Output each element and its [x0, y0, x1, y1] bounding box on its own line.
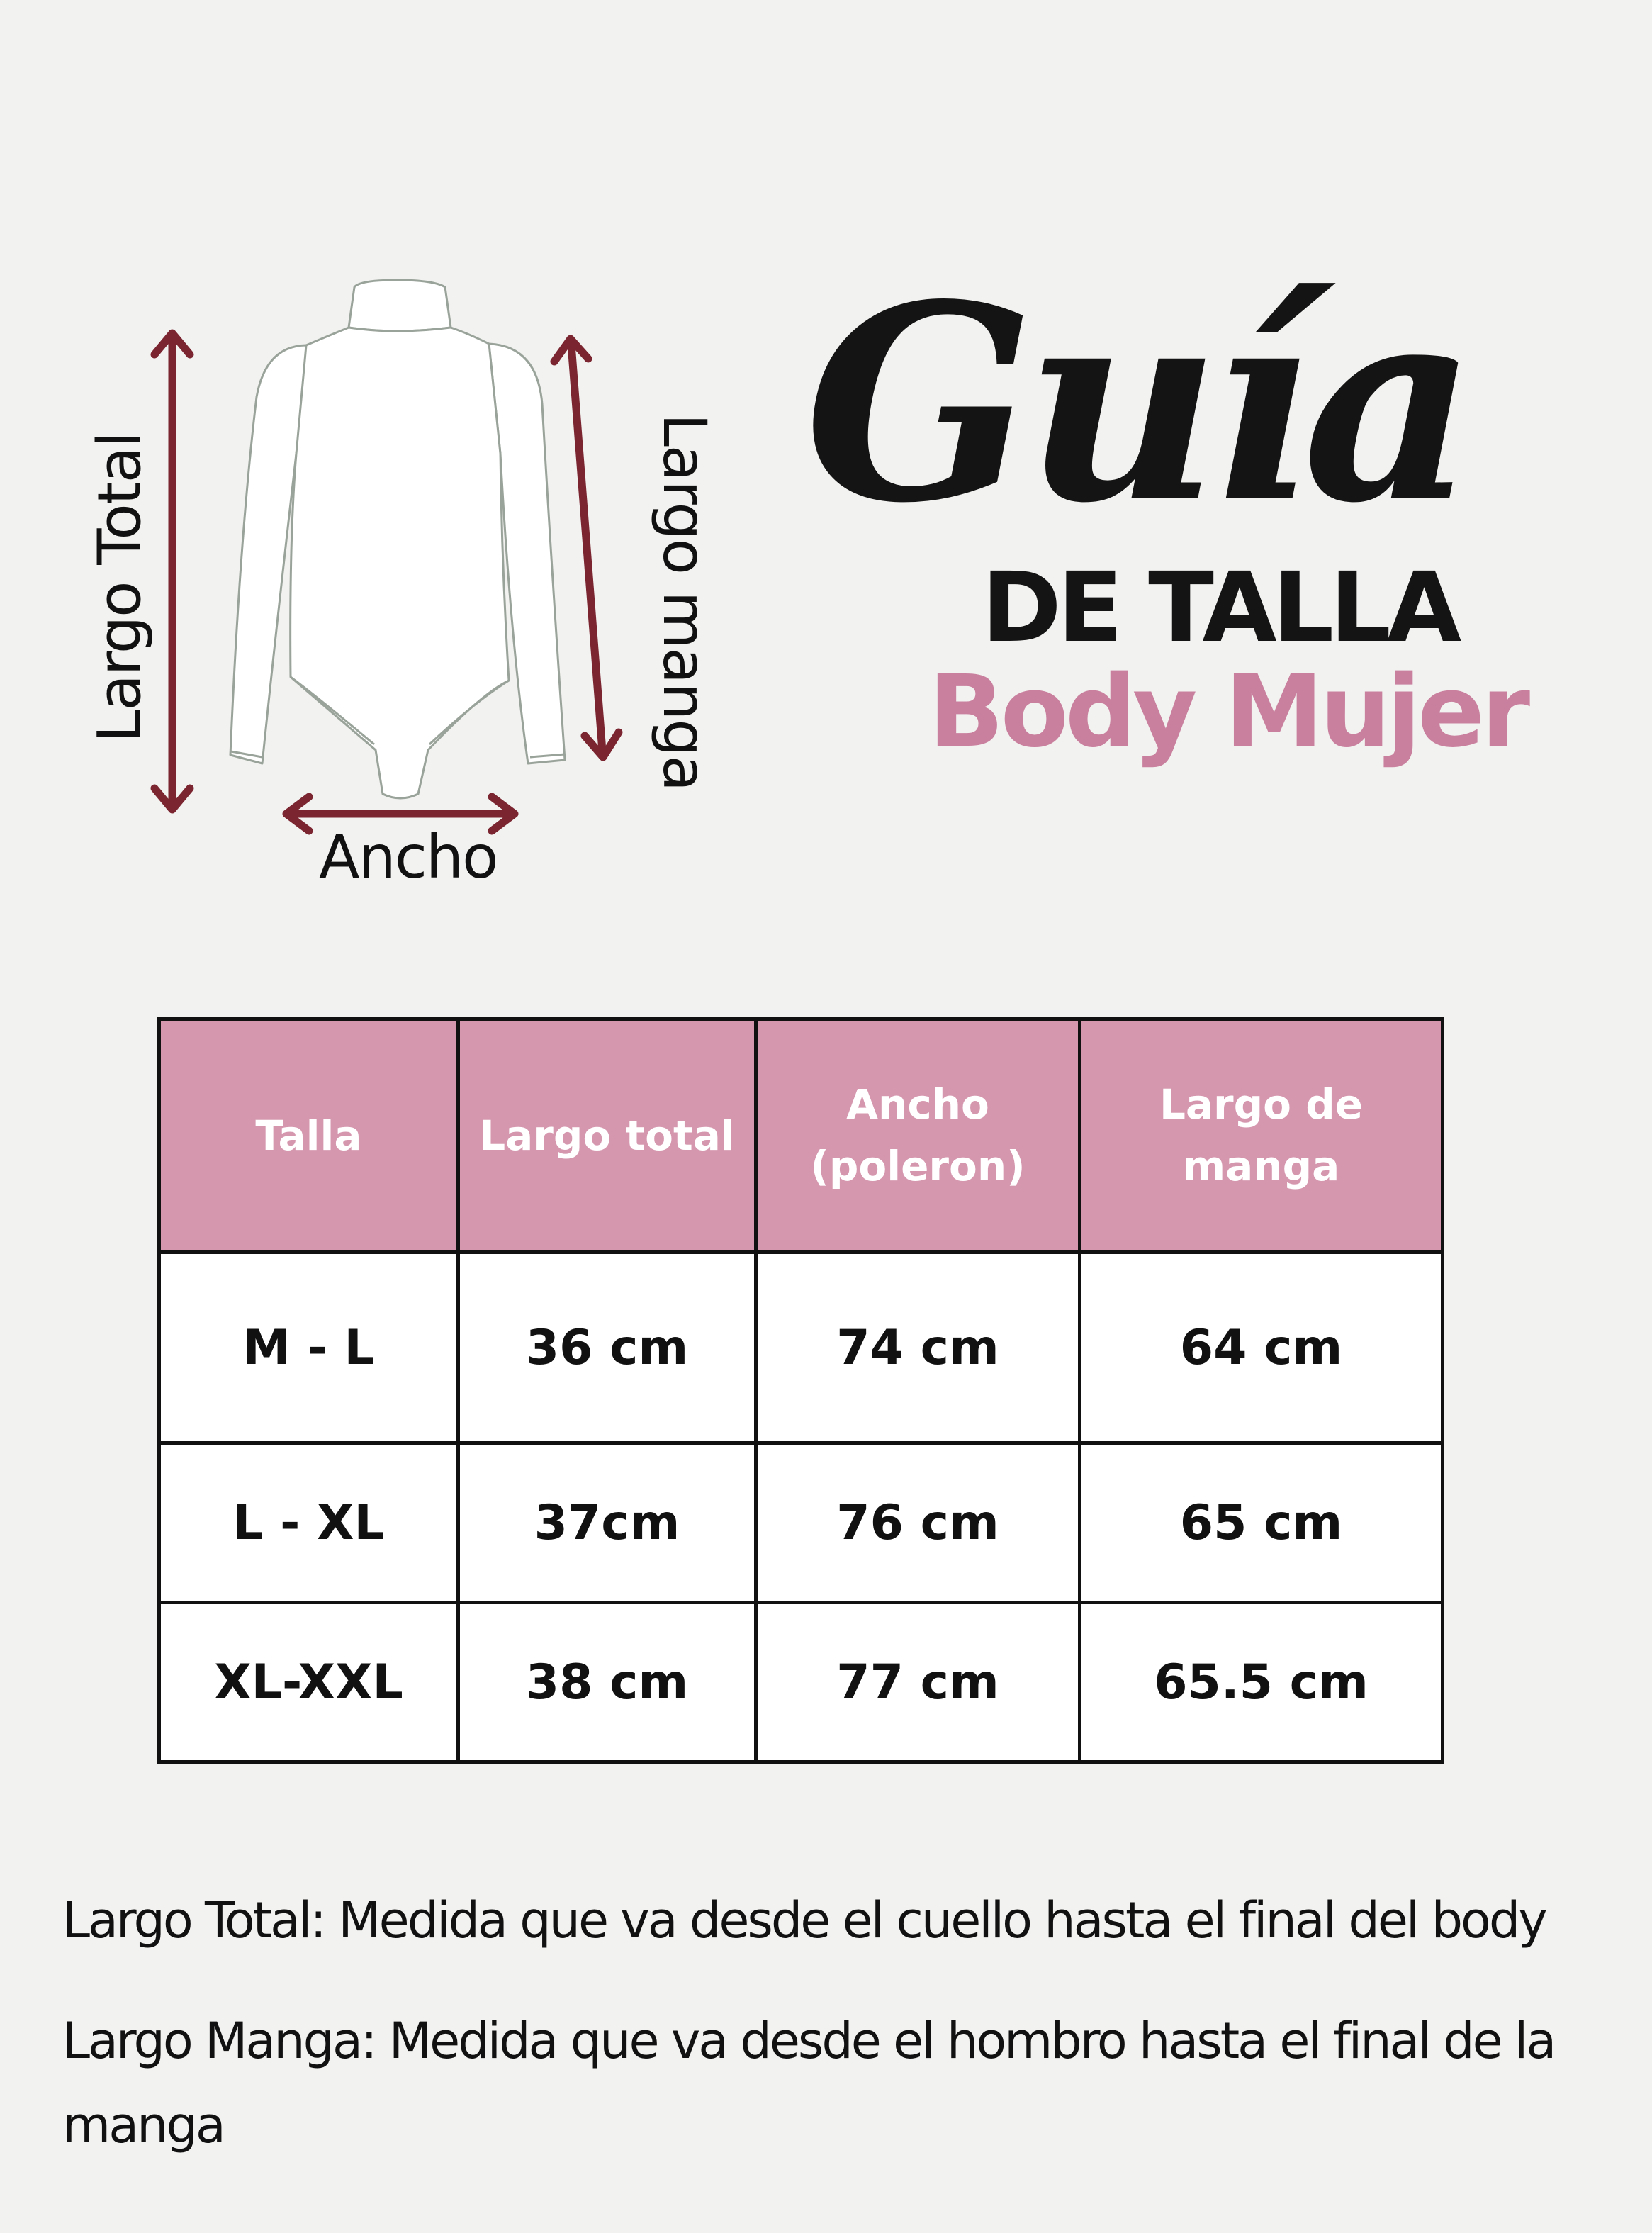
note-largo-total: Largo Total: Medida que va desde el cuello hasta el final del body: [62, 1891, 1546, 1949]
cell-ancho: 77 cm: [756, 1603, 1080, 1762]
cell-largo-total: 37cm: [459, 1443, 756, 1603]
largo-manga-arrow: [571, 344, 602, 751]
table-row: [159, 1253, 1443, 1443]
note-largo-manga: Largo Manga: Medida que va desde el hombro hasta el final de la manga: [62, 2012, 1555, 2154]
largo-total-label: Largo Total: [84, 432, 154, 743]
cell-largo-manga: 64 cm: [1080, 1253, 1443, 1443]
ancho-label: Ancho: [319, 822, 498, 892]
cell-talla: M - L: [159, 1253, 459, 1443]
largo-manga-label: Largo manga: [650, 413, 720, 791]
torso-shape: [291, 328, 509, 798]
header-largo-manga: Largo de manga: [1080, 1019, 1443, 1253]
cell-ancho: 76 cm: [756, 1443, 1080, 1603]
title-de-talla: DE TALLA: [982, 552, 1458, 664]
header-talla: Talla: [159, 1019, 459, 1253]
table-row: [159, 1443, 1443, 1603]
cell-talla: XL-XXL: [159, 1603, 459, 1762]
header-ancho: Ancho (poleron): [756, 1019, 1080, 1253]
header-largo-total: Largo total: [459, 1019, 756, 1253]
collar-shape: [349, 280, 451, 331]
cell-largo-manga: 65.5 cm: [1080, 1603, 1443, 1762]
title-guia: Guía: [804, 245, 1468, 562]
cell-largo-total: 38 cm: [459, 1603, 756, 1762]
cell-largo-total: 36 cm: [459, 1253, 756, 1443]
table-row: [159, 1603, 1443, 1762]
cell-talla: L - XL: [159, 1443, 459, 1603]
table-header-row: [159, 1019, 1443, 1253]
cell-ancho: 74 cm: [756, 1253, 1080, 1443]
title-product: Body Mujer: [928, 654, 1527, 770]
cell-largo-manga: 65 cm: [1080, 1443, 1443, 1603]
size-table: [157, 1017, 1444, 1764]
